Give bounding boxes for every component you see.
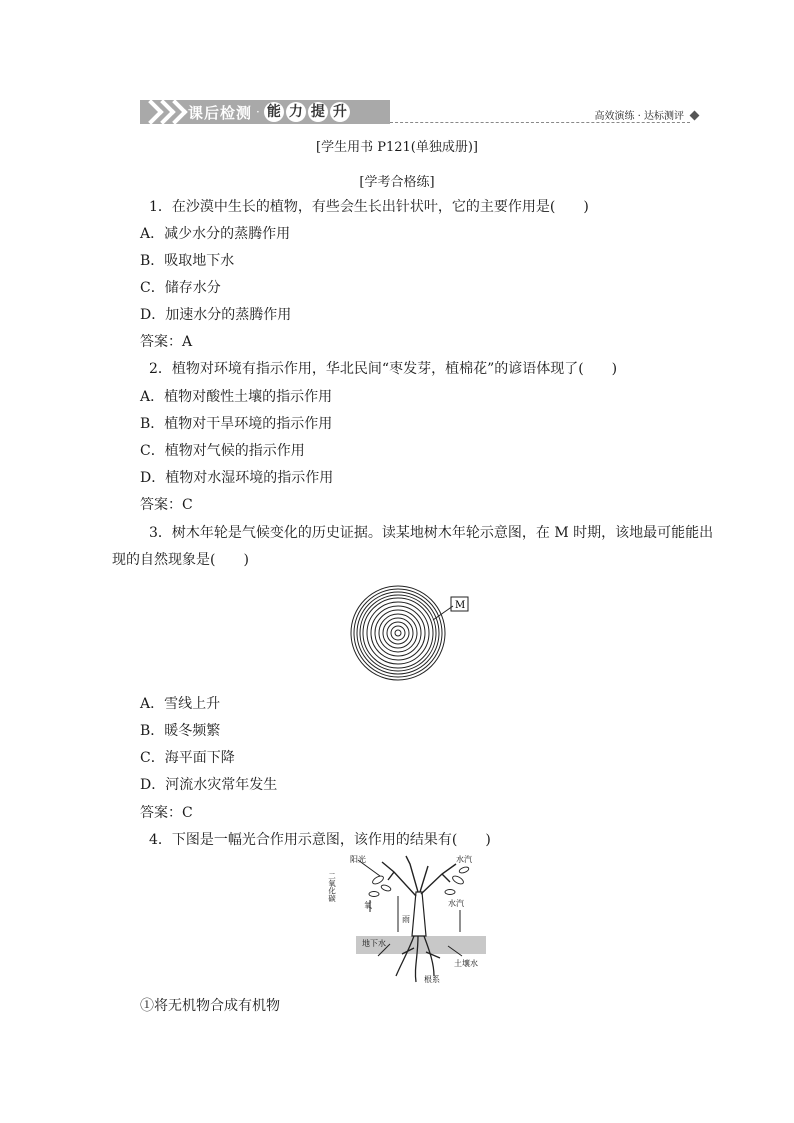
q3-option-d: D．河流水灾常年发生: [140, 777, 278, 793]
q1-option-c: C．储存水分: [140, 280, 221, 296]
section-title: [学考合格练]: [359, 175, 435, 190]
banner-badge: 力: [286, 102, 306, 122]
q1-answer: 答案：A: [140, 334, 193, 350]
header-rule: [390, 122, 690, 123]
label-oxygen: 氧: [364, 901, 372, 910]
q2-option-a: A．植物对酸性土壤的指示作用: [140, 389, 333, 405]
q3-answer: 答案：C: [140, 805, 193, 821]
section-header: [140, 98, 700, 128]
q3-option-a: A．雪线上升: [140, 696, 221, 712]
q3-stem-line1: 3．树木年轮是气候变化的历史证据。读某地树木年轮示意图，在 M 时期，该地最可能能出: [149, 525, 714, 541]
q3-stem-line2: 现的自然现象是( ): [112, 552, 249, 568]
q3-option-b: B．暖冬频繁: [140, 723, 221, 739]
header-right-tag: 高效演练 · 达标测评: [594, 111, 684, 122]
header-banner: [140, 100, 390, 124]
q1-option-a: A．减少水分的蒸腾作用: [140, 226, 291, 242]
tree-ring-figure: [340, 578, 480, 688]
q1-option-b: B．吸取地下水: [140, 253, 235, 269]
label-co2: 二氧化碳: [327, 872, 337, 902]
q2-option-c: C．植物对气候的指示作用: [140, 443, 305, 459]
ref-line: [学生用书 P121(单独成册)]: [316, 140, 478, 155]
photosynthesis-figure: [327, 852, 495, 987]
q4-stem: 4．下图是一幅光合作用示意图，该作用的结果有( ): [149, 832, 491, 848]
banner-badge: 提: [308, 102, 328, 122]
q1-option-d: D．加速水分的蒸腾作用: [140, 307, 292, 323]
q2-stem: 2．植物对环境有指示作用，华北民间“枣发芽，植棉花”的谚语体现了( ): [149, 361, 618, 377]
label-soil-water: 土壤水: [454, 959, 478, 968]
q2-option-b: B．植物对干旱环境的指示作用: [140, 416, 333, 432]
label-groundwater: 地下水: [362, 939, 386, 948]
banner-title: 课后检测: [188, 103, 253, 122]
label-vapor-mid: 水汽: [448, 899, 464, 908]
q3-option-c: C．海平面下降: [140, 750, 235, 766]
banner-badge: 能: [264, 102, 284, 122]
label-vapor-top: 水汽: [456, 855, 472, 864]
q2-answer: 答案：C: [140, 497, 193, 513]
figure-label-m: M: [455, 600, 466, 611]
diamond-icon: [690, 111, 700, 121]
q2-option-d: D．植物对水湿环境的指示作用: [140, 470, 334, 486]
banner-separator: ·: [256, 105, 260, 119]
label-roots: 根系: [424, 975, 440, 984]
label-rain: 雨: [402, 915, 410, 924]
q1-stem: 1．在沙漠中生长的植物，有些会生长出针状叶，它的主要作用是( ): [149, 199, 589, 215]
banner-badge: 升: [330, 102, 350, 122]
chevron-arrows-icon: [140, 100, 184, 124]
label-sunlight: 阳光: [350, 855, 366, 864]
q4-item-1: ①将无机物合成有机物: [140, 998, 280, 1014]
